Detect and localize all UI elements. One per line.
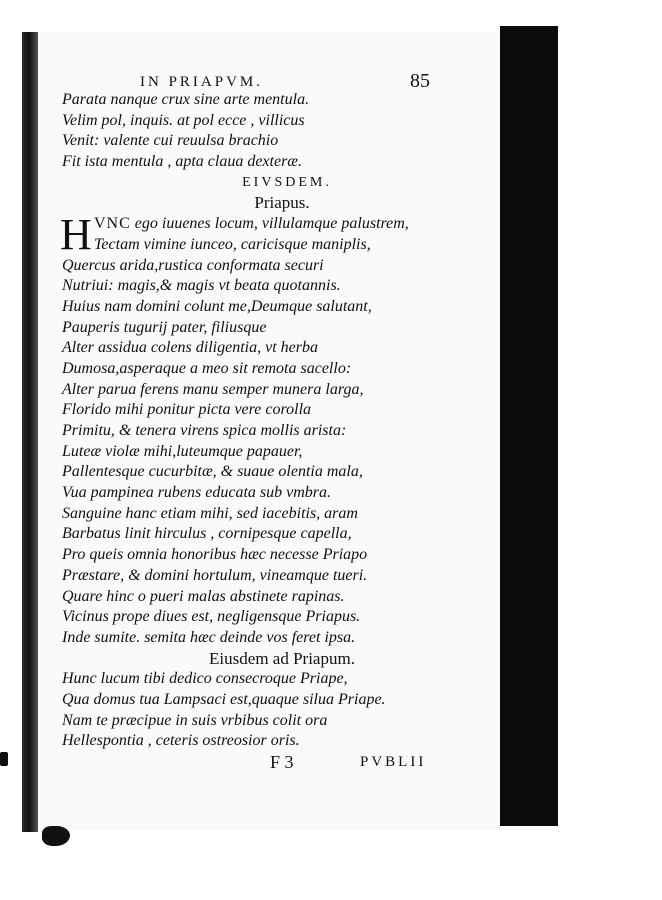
verse-line: Qua domus tua Lampsaci est,quaque silua Priape. — [62, 690, 386, 708]
drop-cap: H — [60, 210, 92, 260]
verse-line: Quercus arida,rustica conformata securi — [62, 256, 324, 274]
page-number: 85 — [410, 70, 430, 92]
verse-line: Luteæ violæ mihi,luteumque papauer, — [62, 442, 303, 460]
binding-gutter — [22, 32, 38, 832]
verse-line: Primitu, & tenera virens spica mollis arista: — [62, 422, 347, 439]
verse-line: Hellespontia , ceteris ostreosior oris. — [62, 732, 300, 750]
text-block — [62, 90, 482, 752]
verse-line: Venit: valente cui reuulsa brachio — [62, 132, 279, 150]
verse-line: Hunc lucum tibi dedico consecroque Priape, — [62, 670, 348, 688]
verse-line: Fit ista mentula , apta claua dexteræ. — [62, 153, 302, 171]
ink-blot — [42, 826, 70, 846]
section-heading-eiusdem-ad-priapum: Eiusdem ad Priapum. — [209, 648, 355, 668]
dropcap-smallcaps: VNC — [94, 215, 131, 233]
verse-line: Quare hinc o pueri malas abstinete rapinas. — [62, 587, 345, 605]
section-heading-priapus: Priapus. — [254, 193, 310, 213]
verse-line: Pallentesque cucurbitæ, & suaue olentia mala, — [62, 463, 363, 481]
verse-line: Parata nanque crux sine arte mentula. — [62, 91, 310, 108]
verse-line: Huius nam domini colunt me,Deumque salutant, — [62, 297, 372, 315]
verse-line: Pro queis omnia honoribus hæc necesse Priapo — [62, 546, 368, 564]
verse-line: Florido mihi ponitur picta vere corolla — [62, 401, 312, 419]
section-heading-eiusdem: EIVSDEM. — [242, 174, 332, 190]
verse-line: Barbatus linit hirculus , cornipesque capella, — [62, 525, 352, 543]
verse-line: Pauperis tugurij pater, filiusque — [62, 318, 267, 336]
page-footer — [270, 752, 490, 774]
verse-line: Alter parua ferens manu semper munera larga, — [62, 380, 364, 398]
verse-line: Nam te præcipue in suis vrbibus colit ora — [62, 711, 328, 729]
signature-mark: F 3 — [270, 752, 294, 772]
verse-line: Sanguine hanc etiam mihi, sed iacebitis, aram — [62, 504, 358, 522]
verse-line: Nutriui: magis,& magis vt beata quotannis. — [62, 277, 341, 295]
running-head: IN PRIAPVM. — [140, 74, 264, 90]
verse-line: Alter assidua colens diligentia, vt herba — [62, 339, 318, 357]
verse-line: Velim pol, inquis. at pol ecce , villicus — [62, 111, 305, 129]
book-edge-shadow — [500, 26, 558, 826]
verse-line: Vicinus prope diues est, negligensque Priapus. — [62, 608, 361, 626]
verse-line: Inde sumite. semita hæc deinde vos feret ipsa. — [62, 628, 356, 646]
verse-line: Præstare, & domini hortulum, vineamque tueri. — [62, 566, 368, 584]
catchword: PVBLII — [360, 754, 427, 770]
margin-mark — [0, 752, 8, 766]
dropcap-line-text: ego iuuenes locum, villulamque palustrem, — [130, 215, 409, 233]
verse-line: Tectam vimine iunceo, caricisque maniplis, — [94, 235, 371, 253]
verse-line: Vua pampinea rubens educata sub vmbra. — [62, 484, 331, 502]
verse-line: Dumosa,asperaque a meo sit remota sacello: — [62, 359, 352, 377]
